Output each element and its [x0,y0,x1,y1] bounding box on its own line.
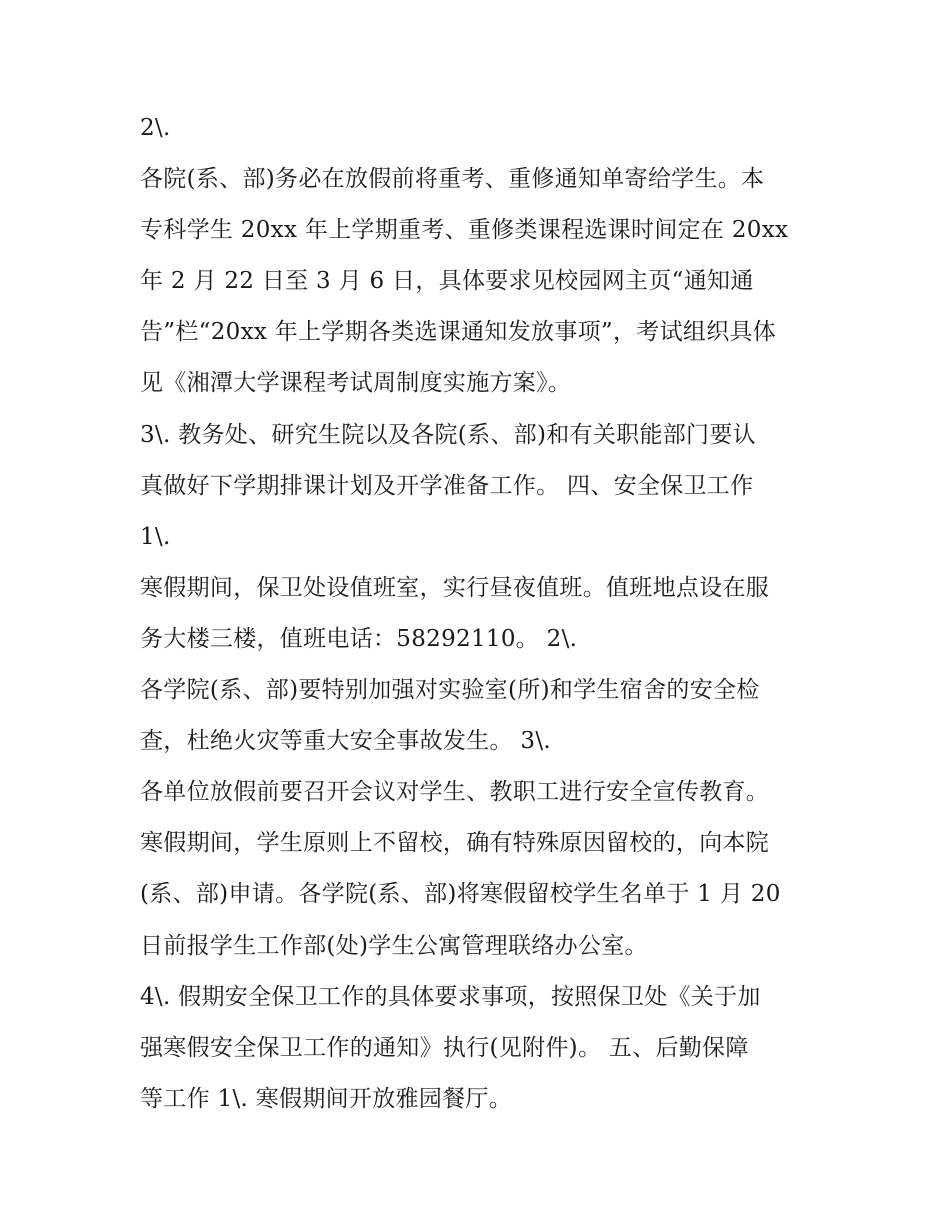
text-line: 日前报学生工作部(处)学生公寓管理联络办公室。 [140,932,648,959]
text-line: 2\. [140,115,171,141]
text-line: 专科学生 20xx 年上学期重考、重修类课程选课时间定在 20xx [140,217,789,244]
text-line: 真做好下学期排课计划及开学准备工作。 四、安全保卫工作 [140,472,754,499]
text-line: 各学院(系、部)要特别加强对实验室(所)和学生宿舍的安全检 [140,677,760,704]
text-line: 务大楼三楼，值班电话：58292110。 2\. [140,625,578,652]
text-line: 3\. 教务处、研究生院以及各院(系、部)和有关职能部门要认 [140,421,756,448]
text-line: 1\. [140,523,171,550]
text-line: 各单位放假前要召开会议对学生、教职工进行安全宣传教育。 [140,779,770,806]
text-line: 各院(系、部)务必在放假前将重考、重修通知单寄给学生。本 [140,166,765,193]
text-line: 告”栏“20xx 年上学期各类选课通知发放事项”，考试组织具体 [140,319,777,346]
text-line: (系、部)申请。各学院(系、部)将寒假留校学生名单于 1 月 20 [140,881,781,908]
text-line: 强寒假安全保卫工作的通知》执行(见附件)。 五、后勤保障 [140,1034,749,1061]
text-line: 等工作 1\. 寒假期间开放雅园餐厅。 [140,1085,513,1112]
text-line: 寒假期间，保卫处设值班室，实行昼夜值班。值班地点设在服 [140,574,770,601]
document-body [140,103,820,1125]
text-line: 4\. 假期安全保卫工作的具体要求事项，按照保卫处《关于加 [140,983,761,1010]
text-line: 年 2 月 22 日至 3 月 6 日，具体要求见校园网主页“通知通 [140,268,754,295]
text-line: 见《湘潭大学课程考试周制度实施方案》。 [140,370,572,397]
text-line: 寒假期间，学生原则上不留校，确有特殊原因留校的，向本院 [140,830,770,857]
text-line: 查，杜绝火灾等重大安全事故发生。 3\. [140,728,552,755]
